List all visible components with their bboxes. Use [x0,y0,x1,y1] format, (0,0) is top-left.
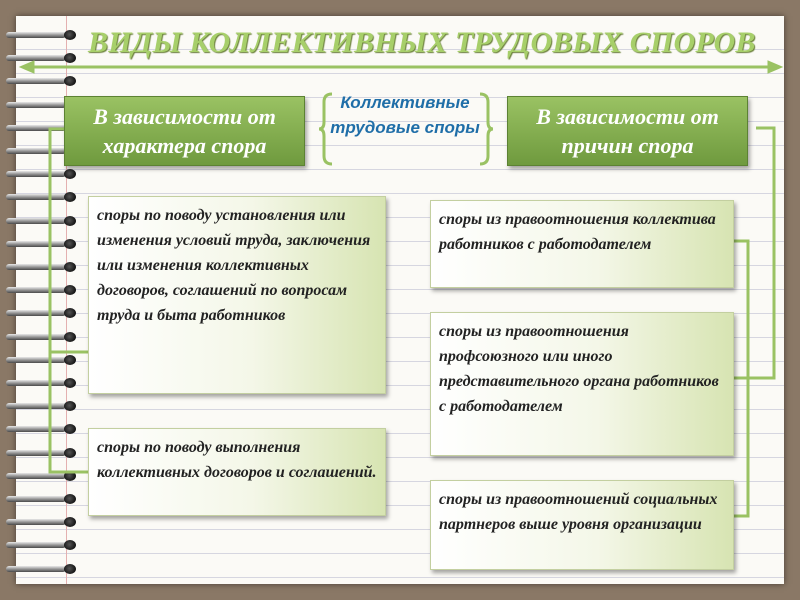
right-item-3: споры из правоотношений социальных партнеров выше уровня организации [430,480,734,570]
spiral-ring [6,424,82,434]
spiral-ring [6,401,82,411]
spiral-ring [6,308,82,318]
spiral-ring [6,332,82,342]
spiral-ring [6,285,82,295]
left-header: В зависимости от характера спора [64,96,305,166]
spiral-ring [6,540,82,550]
spiral-ring [6,30,82,40]
spiral-ring [6,239,82,249]
page-title: ВИДЫ КОЛЛЕКТИВНЫХ ТРУДОВЫХ СПОРОВ [88,26,756,59]
right-header: В зависимости от причин спора [507,96,748,166]
spiral-ring [6,53,82,63]
spiral-ring [6,76,82,86]
spiral-ring [6,564,82,574]
right-item-2: споры из правоотношения профсоюзного или иного представительного органа работников с работодателем [430,312,734,456]
spiral-ring [6,355,82,365]
right-item-1: споры из правоотношения коллектива работников с работодателем [430,200,734,288]
spiral-ring [6,169,82,179]
spiral-ring [6,192,82,202]
left-item-2: споры по поводу выполнения коллективных договоров и соглашений. [88,428,386,516]
spiral-ring [6,378,82,388]
center-label: Коллективные трудовые споры [330,93,480,137]
spiral-ring [6,517,82,527]
spiral-ring [6,216,82,226]
spiral-ring [6,448,82,458]
spiral-ring [6,471,82,481]
spiral-ring [6,262,82,272]
left-item-1: споры по поводу установления или изменения условий труда, заключения или изменения коллективных договоров, соглашений по вопросам труда и быта работников [88,196,386,394]
right-brace [478,92,494,166]
spiral-ring [6,494,82,504]
